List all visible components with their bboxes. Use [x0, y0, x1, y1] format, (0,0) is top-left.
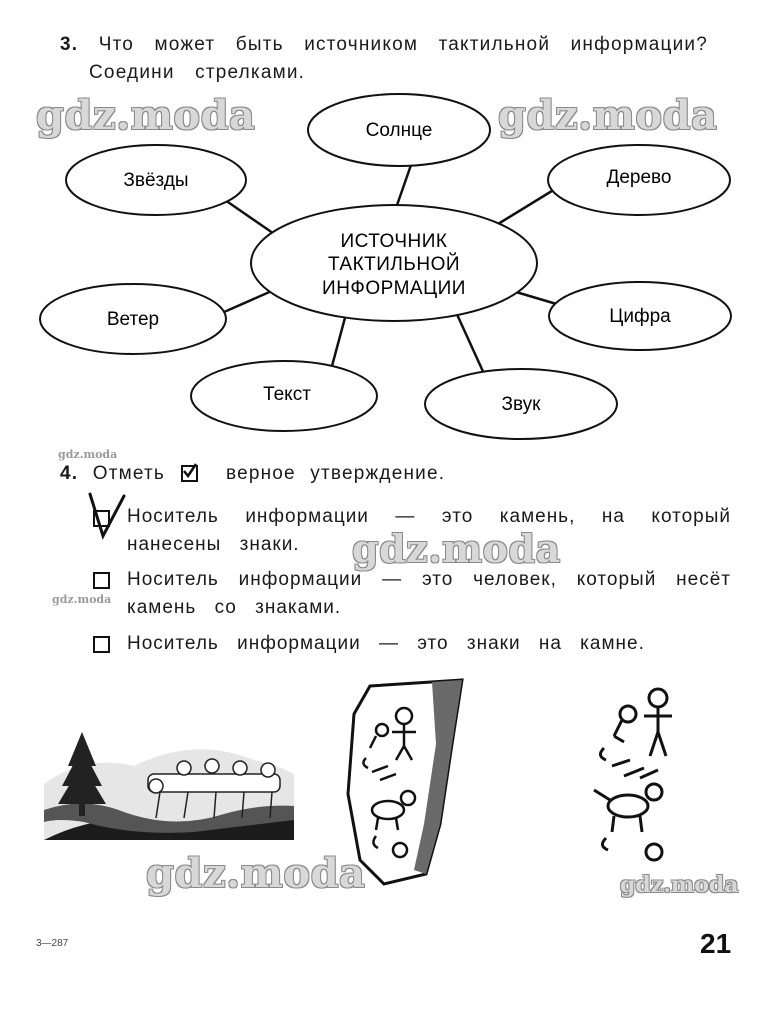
watermark-bottom-right: gdz.moda — [620, 872, 739, 898]
task3-question: Что может быть источником тактильной информации? — [98, 34, 708, 55]
connector-tree — [498, 186, 560, 224]
node-tree: Дерево — [606, 167, 672, 188]
node-digit: Цифра — [609, 306, 671, 327]
option2-line2: камень со знаками. — [127, 597, 342, 618]
node-text: Текст — [263, 384, 311, 405]
option3-line1: Носитель информации — это знаки на камне. — [127, 633, 645, 654]
center-line1: ИСТОЧНИК — [340, 231, 448, 252]
option1-line2: нанесены знаки. — [127, 534, 300, 555]
signs-illustration — [584, 680, 694, 870]
node-wind: Ветер — [106, 309, 160, 330]
watermark-top-right: gdz.moda — [498, 92, 718, 139]
watermark-bottom-left: gdz.moda — [146, 850, 366, 897]
node-stars: Звёзды — [123, 170, 189, 191]
task4-prompt-before: Отметь — [92, 463, 166, 484]
page-number: 21 — [700, 928, 732, 959]
node-sound: Звук — [501, 394, 541, 415]
option3-text — [127, 630, 645, 658]
option2-text — [127, 566, 731, 622]
option3-checkbox[interactable] — [93, 636, 110, 653]
task3-number: 3. — [60, 34, 79, 55]
watermark-middle: gdz.moda — [352, 526, 561, 571]
option2-checkbox[interactable] — [93, 572, 110, 589]
connector-sun — [396, 165, 411, 208]
task4-prompt-after: верное утверждение. — [225, 463, 446, 484]
print-code: 3—287 — [36, 938, 69, 949]
task4-number: 4. — [60, 463, 79, 484]
watermark-top-left: gdz.moda — [36, 92, 256, 139]
checkmark-icon — [181, 463, 198, 480]
tactile-source-diagram — [0, 0, 767, 460]
center-line3: ИНФОРМАЦИИ — [322, 278, 466, 299]
watermark-small-2: gdz.moda — [52, 593, 112, 606]
option1-line1: Носитель информации — это камень, на который — [127, 506, 731, 527]
node-sun: Солнце — [365, 120, 433, 141]
landscape-illustration — [44, 714, 294, 840]
center-line2: ТАКТИЛЬНОЙ — [327, 254, 461, 275]
task3-instruction: Соедини стрелками. — [89, 62, 306, 83]
task4-heading — [60, 463, 445, 485]
watermark-small-1: gdz.moda — [58, 448, 118, 461]
option2-line1: Носитель информации — это человек, который несёт — [127, 569, 731, 590]
example-checkbox — [181, 465, 198, 482]
